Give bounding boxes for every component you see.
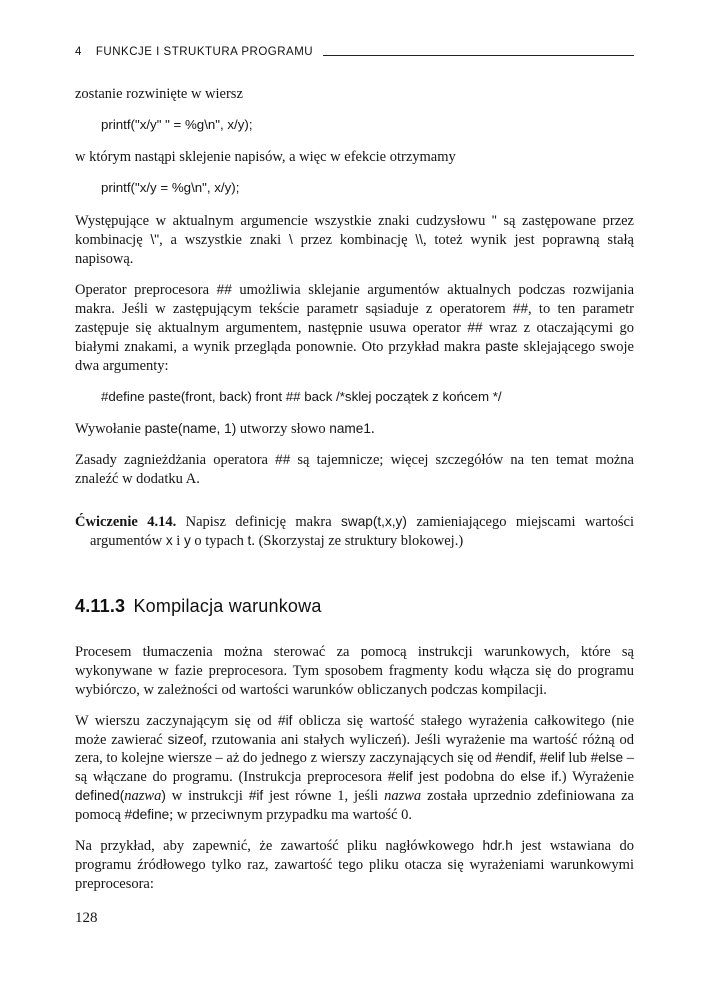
text-segment: . (Skorzystaj ze struktury blokowej.) <box>251 533 464 549</box>
text-segment: zamieniającego miejscami wartości argumentów <box>90 514 635 549</box>
text-segment: , to ten parametr zastępuje się aktualnym argumentem, następnie usuwa operator <box>75 300 634 336</box>
text-segment: w którym nastąpi sklejenie napisów, a więc w efekcie otrzymamy <box>75 149 456 166</box>
text-segment: utworzy słowo <box>236 421 330 438</box>
page-header <box>75 46 634 58</box>
text-segment: , rzutowania ani stałych wyliczeń). Jeśli wyrażenie ma wartość różną od zera, to kolejne wiersze – aż do jednego z wierszy zaczynających się od <box>75 731 634 767</box>
text-segment: są tajemnicze; więcej szczegółów na ten temat można znaleźć w dodatku A. <box>75 452 634 488</box>
text-segment: y <box>183 533 191 548</box>
code-line: printf("x/y" " = %g\n", x/y); <box>101 116 253 132</box>
text-segment: #define <box>124 807 170 823</box>
running-head-title: FUNKCJE I STRUKTURA PROGRAMU <box>95 46 314 58</box>
text-segment: Napisz definicję makra <box>176 514 342 531</box>
paragraph <box>75 451 634 489</box>
text-segment: defined( <box>75 788 125 804</box>
text-segment: , a wszystkie znaki <box>159 231 290 248</box>
code-line: #define paste(front, back) front ## back /*sklej początek z końcem */ <box>101 388 502 404</box>
text-segment: #elif <box>539 750 565 766</box>
text-segment: .) Wyrażenie <box>558 769 634 786</box>
text-segment: Zasady zagnieżdżania operatora <box>75 452 276 469</box>
text-segment: else if <box>520 769 559 785</box>
text-segment: x <box>165 533 173 548</box>
text-segment: \\ <box>415 231 423 247</box>
text-segment: , toteż wynik jest poprawną stałą napisową. <box>75 231 634 267</box>
text-segment: wraz z otaczającymi go białymi znakami, a wynik przegląda ponownie. Oto przykład makra <box>75 319 634 355</box>
paragraph <box>75 712 634 826</box>
text-segment: przez kombinację <box>292 231 416 248</box>
text-segment: ) <box>161 788 166 804</box>
paragraph <box>75 85 634 104</box>
text-segment: hdr.h <box>482 838 513 854</box>
text-segment: oblicza się wartość stałego wyrażenia całkowitego (nie może zawierać <box>75 712 635 748</box>
exercise-paragraph <box>75 513 634 551</box>
text-segment: w instrukcji <box>165 788 249 805</box>
page-number: 128 <box>75 910 98 926</box>
paragraph <box>75 148 634 167</box>
text-segment: Wywołanie <box>75 421 145 438</box>
header-rule <box>323 55 634 56</box>
text-segment: ## <box>467 319 483 335</box>
text-segment: paste <box>485 338 519 354</box>
section-heading <box>75 595 634 619</box>
text-segment: umożliwia sklejanie argumentów aktualnych podczas rozwijania makra. Jeśli w zastępującym tekście parametr sąsiaduje z operatorem <box>75 281 635 317</box>
text-segment: o typach <box>190 533 248 549</box>
text-segment: Procesem tłumaczenia można sterować za pomocą instrukcji warunkowych, które są wykonywane w fazie preprocesora. Tym sposobem fragmenty kodu włącza się do programu wybiórczo, w zależności od wartości warunków obliczanych podczas kompilacji. <box>75 643 634 698</box>
page-body <box>75 85 634 894</box>
text-segment: ## <box>275 452 291 468</box>
text-segment: Operator preprocesora <box>75 281 217 298</box>
text-segment: jest podobna do <box>412 769 521 786</box>
text-segment: #if <box>248 788 264 804</box>
text-segment: , <box>532 750 540 767</box>
text-segment: została uprzednio zdefiniowana za pomocą <box>75 788 634 824</box>
text-segment: " <box>491 212 497 228</box>
text-segment: . <box>370 421 375 438</box>
text-segment: \ <box>289 231 293 247</box>
code-line: printf("x/y = %g\n", x/y); <box>101 180 240 196</box>
text-segment: są zastępowane przez kombinację <box>75 212 634 248</box>
paragraph <box>75 837 634 894</box>
text-segment: #elif <box>387 769 413 785</box>
text-segment: – są włączane do programu. (Instrukcja preprocesora <box>75 750 635 786</box>
text-segment: ; w przeciwnym przypadku ma wartość 0. <box>169 807 413 824</box>
text-segment: ## <box>216 281 232 297</box>
text-segment: jest wstawiana do programu źródłowego tylko raz, zawartość tego pliku otacza się wyrażeniami warunkowymi preprocesora: <box>75 838 634 893</box>
text-segment: Na przykład, aby zapewnić, że zawartość pliku nagłówkowego <box>75 838 483 855</box>
paragraph <box>75 643 634 700</box>
text-segment: sizeof <box>167 731 204 747</box>
paragraph <box>75 212 634 269</box>
text-segment: name1 <box>329 421 371 437</box>
text-segment: i <box>172 533 184 549</box>
text-segment: swap(t,x,y) <box>341 514 407 530</box>
text-segment: W wierszu zaczynającym się od <box>75 712 279 729</box>
text-segment: Występujące w aktualnym argumencie wszystkie znaki cudzysłowu <box>75 212 492 229</box>
text-segment: jest równe 1, jeśli <box>263 788 385 805</box>
text-segment: #endif <box>495 750 533 766</box>
text-segment: ## <box>512 300 529 316</box>
paragraph <box>75 281 634 376</box>
text-segment: #if <box>278 712 293 728</box>
text-segment: sklejającego swoje dwa argumenty: <box>75 338 634 374</box>
text-segment: lub <box>564 750 591 767</box>
text-segment: #else <box>590 750 624 766</box>
text-segment: paste(name, 1) <box>144 421 237 437</box>
text-segment: Kompilacja warunkowa <box>133 595 322 616</box>
text-segment: nazwa <box>384 788 422 805</box>
paragraph <box>75 420 634 439</box>
text-segment: t <box>247 533 252 548</box>
text-segment: 4.11.3 <box>75 595 131 616</box>
text-segment: \" <box>150 231 160 247</box>
text-segment: Ćwiczenie 4.14. <box>75 514 177 531</box>
text-segment: nazwa <box>124 788 162 805</box>
running-head-chapter-number: 4 <box>75 46 82 58</box>
text-segment: zostanie rozwinięte w wiersz <box>75 86 243 102</box>
